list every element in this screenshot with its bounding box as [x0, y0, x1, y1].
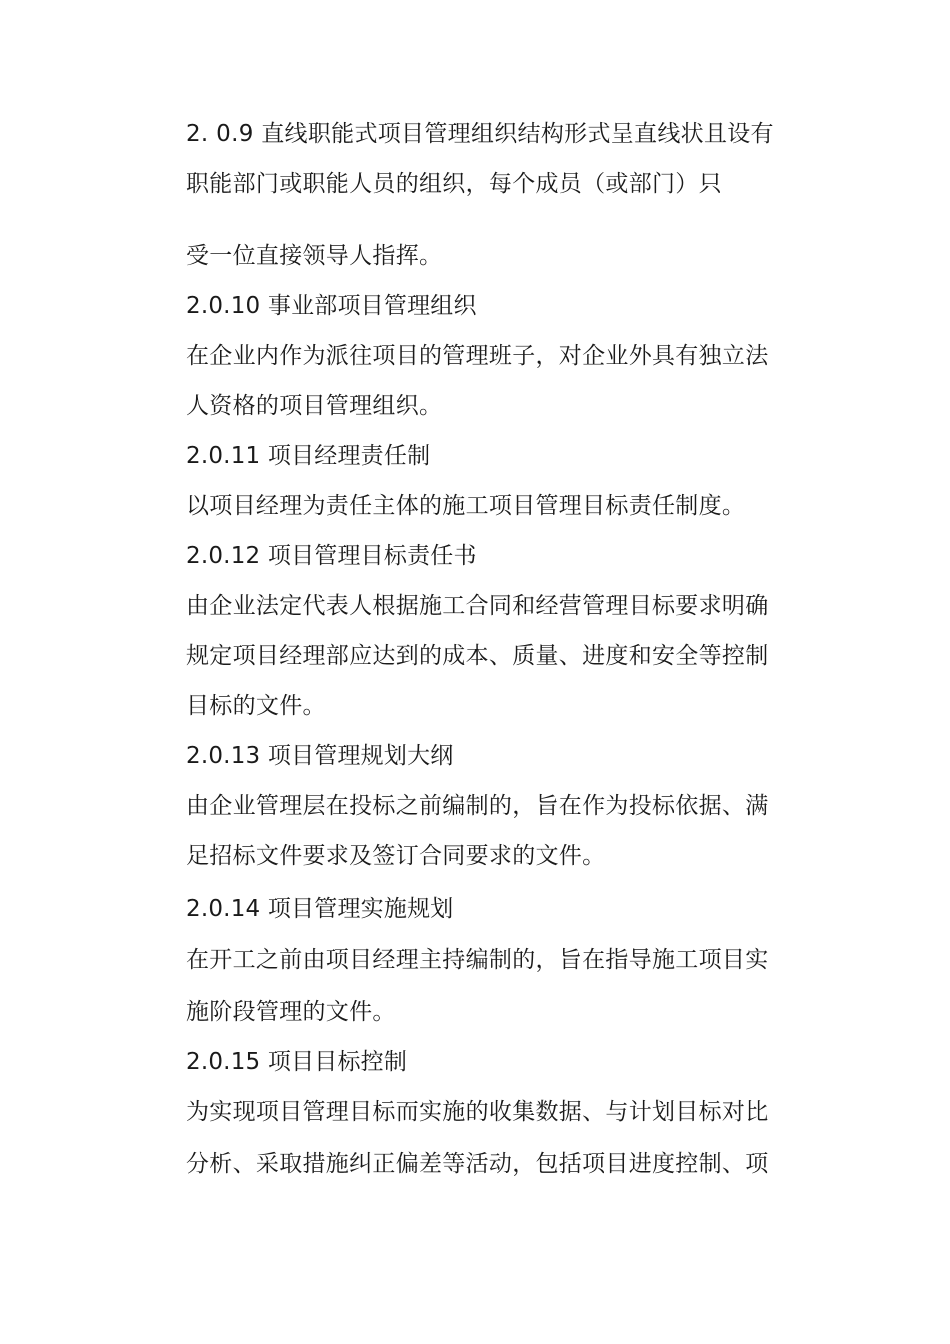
clause-2-0-12-text-line-2: 规定项目经理部应达到的成本、质量、进度和安全等控制: [186, 643, 769, 669]
clause-2-0-13-text-line-2: 足招标文件要求及签订合同要求的文件。: [186, 843, 606, 869]
clause-2-0-12-heading: 2.0.12 项目管理目标责任书: [186, 543, 477, 569]
clause-2-0-11-text-line-1: 以项目经理为责任主体的施工项目管理目标责任制度。: [186, 493, 746, 519]
clause-2-0-14-text-line-1: 在开工之前由项目经理主持编制的，旨在指导施工项目实: [186, 947, 769, 973]
clause-2-0-15-heading: 2.0.15 项目目标控制: [186, 1049, 408, 1075]
clause-2-0-14-heading: 2.0.14 项目管理实施规划: [186, 896, 454, 922]
clause-2-0-12-text-line-1: 由企业法定代表人根据施工合同和经营管理目标要求明确: [186, 593, 769, 619]
clause-2-0-13-heading: 2.0.13 项目管理规划大纲: [186, 743, 454, 769]
clause-2-0-10-text-line-1: 在企业内作为派往项目的管理班子，对企业外具有独立法: [186, 343, 769, 369]
clause-2-0-9-line-1: 2. 0.9 直线职能式项目管理组织结构形式呈直线状且设有: [186, 121, 774, 147]
clause-2-0-10-heading: 2.0.10 事业部项目管理组织: [186, 293, 477, 319]
clause-2-0-15-text-line-1: 为实现项目管理目标而实施的收集数据、与计划目标对比: [186, 1099, 769, 1125]
clause-2-0-9-line-3: 受一位直接领导人指挥。: [186, 243, 443, 269]
clause-2-0-12-text-line-3: 目标的文件。: [186, 693, 326, 719]
clause-2-0-11-heading: 2.0.11 项目经理责任制: [186, 443, 431, 469]
clause-2-0-15-text-line-2: 分析、采取措施纠正偏差等活动，包括项目进度控制、项: [186, 1151, 769, 1177]
clause-2-0-10-text-line-2: 人资格的项目管理组织。: [186, 393, 443, 419]
clause-2-0-13-text-line-1: 由企业管理层在投标之前编制的，旨在作为投标依据、满: [186, 793, 769, 819]
clause-2-0-9-line-2: 职能部门或职能人员的组织，每个成员（或部门）只: [186, 171, 722, 197]
clause-2-0-14-text-line-2: 施阶段管理的文件。: [186, 999, 396, 1025]
